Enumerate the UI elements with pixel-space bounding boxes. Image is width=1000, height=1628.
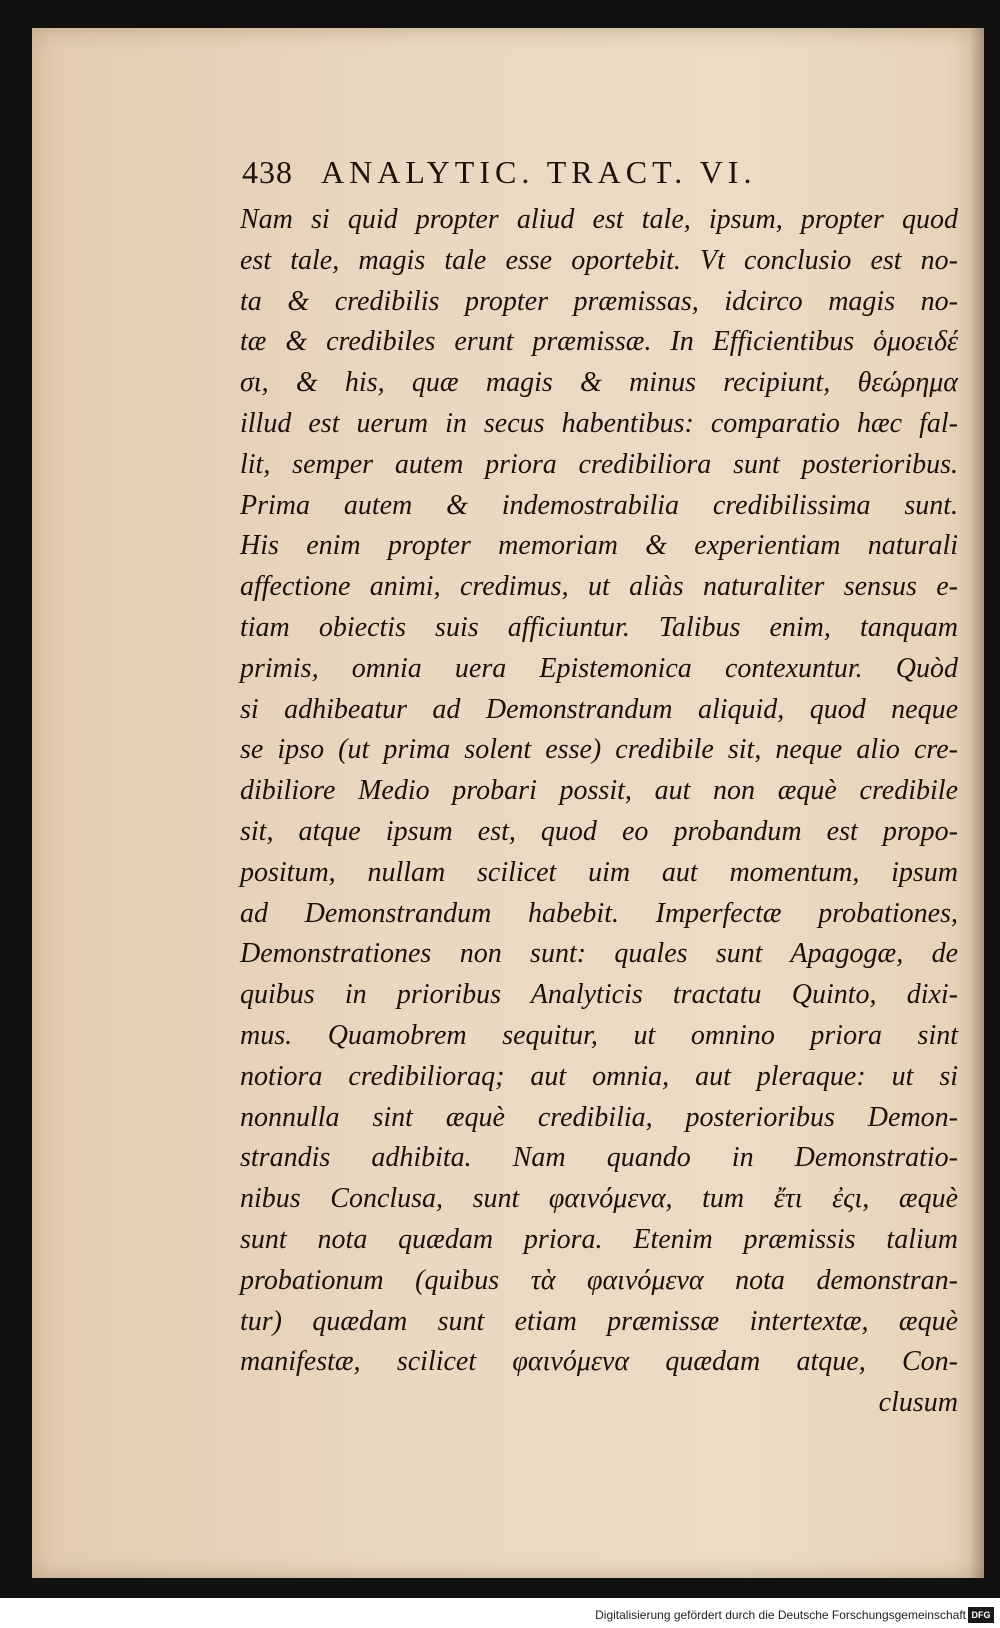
text-line: affectione animi, credimus, ut aliàs naturaliter sensus e- — [240, 571, 958, 603]
text-line: tiam obiectis suis afficiuntur. Talibus enim, tanquam — [240, 611, 958, 643]
text-line: sit, atque ipsum est, quod eo probandum est propo- — [240, 815, 958, 847]
text-line: mus. Quamobrem sequitur, ut omnino priora sint — [240, 1019, 958, 1051]
text-line: quibus in prioribus Analyticis tractatu Quinto, dixi- — [240, 979, 958, 1011]
footer-bar — [0, 1604, 1000, 1628]
text-line: lit, semper autem priora credibiliora sunt posterioribus. — [240, 448, 958, 480]
text-line: tæ & credibiles erunt præmissæ. In Efficientibus ὁμοειδέ — [240, 326, 958, 358]
text-line: Prima autem & indemostrabilia credibilissima sunt. — [240, 489, 958, 521]
text-line: notiora credibilioraq; aut omnia, aut pleraque: ut si — [240, 1060, 958, 1092]
text-line: tur) quædam sunt etiam præmissæ intertextæ, æquè — [240, 1305, 958, 1337]
dfg-logo: DFG — [968, 1607, 994, 1623]
text-line: sunt nota quædam priora. Etenim præmissis talium — [240, 1223, 958, 1255]
text-line: probationum (quibus τὰ φαινόμενα nota demonstran- — [240, 1264, 958, 1296]
text-line: positum, nullam scilicet uim aut momentum, ipsum — [240, 856, 958, 888]
digitization-credit: Digitalisierung gefördert durch die Deutsche Forschungsgemeinschaft — [595, 1608, 966, 1622]
text-line: ad Demonstrandum habebit. Imperfectæ probationes, — [240, 897, 958, 929]
text-line: strandis adhibita. Nam quando in Demonstratio- — [240, 1142, 958, 1174]
running-title: ANALYTIC. TRACT. VI. — [321, 154, 757, 190]
page-edge-shadow — [970, 28, 984, 1578]
text-line: primis, omnia uera Epistemonica contexuntur. Quòd — [240, 652, 958, 684]
text-line: se ipso (ut prima solent esse) credibile sit, neque alio cre- — [240, 734, 958, 766]
text-line: Demonstrationes non sunt: quales sunt Apagogæ, de — [240, 938, 958, 970]
page-number: 438 — [242, 154, 293, 190]
text-line: dibiliore Medio probari possit, aut non æquè credibile — [240, 775, 958, 807]
text-line: Nam si quid propter aliud est tale, ipsum, propter quod — [240, 204, 958, 235]
text-line: σι, & his, quæ magis & minus recipiunt, θεώρημα — [240, 367, 958, 399]
running-head — [242, 154, 756, 191]
text-line: nibus Conclusa, sunt φαινόμενα, tum ἔτι ἐςι, æquè — [240, 1183, 958, 1215]
text-line: His enim propter memoriam & experientiam naturali — [240, 530, 958, 562]
text-line: si adhibeatur ad Demonstrandum aliquid, quod neque — [240, 693, 958, 725]
text-line: ta & credibilis propter præmissas, idcirco magis no- — [240, 285, 958, 317]
body-text — [240, 200, 958, 1424]
text-line: nonnulla sint æquè credibilia, posterioribus Demon- — [240, 1101, 958, 1133]
text-line: est tale, magis tale esse oportebit. Vt conclusio est no- — [240, 244, 958, 276]
book-page — [32, 28, 984, 1578]
catchword: clusum — [878, 1387, 958, 1419]
text-line: illud est uerum in secus habentibus: comparatio hæc fal- — [240, 407, 958, 439]
text-line: manifestæ, scilicet φαινόμενα quædam atque, Con- — [240, 1346, 958, 1378]
